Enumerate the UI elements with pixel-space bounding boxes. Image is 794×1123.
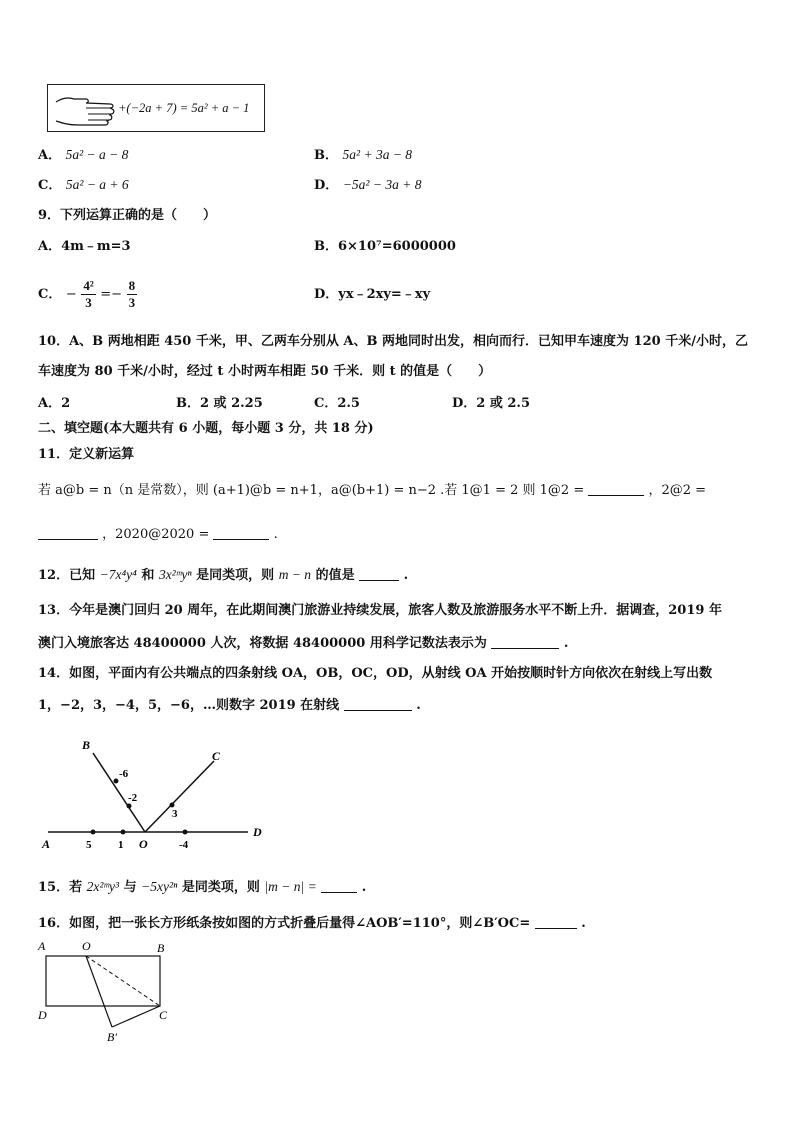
q10-option-c: C．2.5 (314, 396, 360, 411)
q8-formula: +(−2a + 7) = 5a² + a − 1 (118, 101, 250, 115)
q12-blank (359, 567, 399, 581)
q9-option-a: A．4m﹣m=3 (38, 239, 131, 254)
q9-stem: 9．下列运算正确的是（ ） (38, 208, 217, 223)
section-2-heading: 二、填空题(本大题共有 6 小题，每小题 3 分，共 18 分) (38, 421, 374, 436)
q12-term-1: −7x⁴y⁴ (99, 567, 137, 582)
q15-term-1: 2x²ᵐy³ (86, 879, 120, 894)
q13-blank (491, 635, 559, 649)
q12-line: 12．已知 −7x⁴y⁴ 和 3x²ᵐyⁿ 是同类项，则 m − n 的值是 . (38, 567, 409, 583)
ray-ob (93, 753, 145, 832)
label-b: B (82, 738, 91, 752)
q15-blank (321, 879, 357, 893)
q16-line: 16．如图，把一张长方形纸条按如图的方式折叠后量得∠AOB′=110°，则∠B′OC= . (38, 916, 586, 931)
q11-title: 11．定义新运算 (38, 447, 135, 462)
segment-b-prime-c (112, 1006, 160, 1027)
q12-term-2: 3x²ᵐyⁿ (158, 567, 192, 582)
q9-option-d: D．yx﹣2xy=﹣xy (314, 287, 431, 302)
q11-blank-1 (588, 482, 644, 496)
q9-c-fraction-2: $\frac{8}{3}$ (128, 278, 136, 310)
point-minus-2 (127, 804, 132, 809)
q9-option-c: C． − $\frac{\text{4²}}{3}$ =− $\frac{8}{3}$ (38, 278, 136, 310)
fold-line-oc (86, 956, 160, 1006)
point-1 (121, 830, 126, 835)
ray-oc (145, 761, 214, 832)
q13-line-1: 13．今年是澳门回归 20 周年，在此期间澳门旅游业持续发展，旅客人数及旅游服务水平不断上升．据调查，2019 年 (38, 603, 722, 618)
q11-blank-3 (213, 526, 269, 540)
q11-line-1: 若 a@b = n（n 是常数），则 (a+1)@b = n+1，a@(b+1) = n−2 .若 1@1 = 2 则 1@2 = ，2@2 = (38, 483, 707, 498)
label-d: D (38, 1008, 47, 1022)
label-c: C (159, 1008, 168, 1022)
label-1: 1 (118, 839, 124, 851)
q10-line-2: 车速度为 80 千米/小时，经过 t 小时两车相距 50 千米．则 t 的值是（ ） (38, 364, 492, 379)
label-b: B (157, 941, 165, 955)
label-minus-4: -4 (179, 839, 189, 851)
q10-option-a: A．2 (38, 396, 71, 411)
q8-option-b-expr: 5a² + 3a − 8 (342, 147, 413, 162)
q10-option-b: B．2 或 2.25 (176, 396, 263, 411)
q9-c-fraction-1: $\frac{\text{4²}}{3}$ (83, 278, 94, 310)
q15-term-2: −5xy²ⁿ (141, 879, 178, 894)
segment-ob-prime (86, 956, 112, 1027)
q11-blank-2 (38, 526, 98, 540)
q8-option-a: A． 5a² − a − 8 (38, 147, 129, 163)
label-minus-6: -6 (119, 768, 129, 780)
q8-formula-box (47, 84, 265, 132)
q14-line-1: 14．如图，平面内有公共端点的四条射线 OA，OB，OC，OD，从射线 OA 开始按顺时针方向依次在射线上写出数 (38, 666, 713, 681)
label-3: 3 (172, 808, 178, 820)
label-a: A (42, 837, 51, 851)
label-o: O (139, 837, 148, 851)
paper-strip (46, 956, 160, 1006)
q14-ray-figure (38, 735, 278, 855)
label-o: O (82, 939, 91, 953)
label-a: A (38, 939, 46, 953)
q8-option-d: D． −5a² − 3a + 8 (314, 177, 422, 193)
label-5: 5 (86, 839, 92, 851)
label-d: D (253, 825, 262, 839)
point-minus-4 (183, 830, 188, 835)
label-b-prime: B′ (107, 1030, 117, 1044)
q9-option-b: B．6×10⁷=6000000 (314, 239, 456, 254)
label-c: C (212, 749, 221, 763)
q10-line-1: 10．A、B 两地相距 450 千米，甲、乙两车分别从 A、B 两地同时出发，相向而行．已知甲车速度为 120 千米/小时，乙 (38, 334, 748, 349)
q8-option-c: C． 5a² − a + 6 (38, 177, 129, 193)
point-3 (170, 803, 175, 808)
q14-line-2: 1，−2，3，−4，5，−6，…则数字 2019 在射线 . (38, 698, 421, 713)
q8-option-d-expr: −5a² − 3a + 8 (342, 177, 422, 192)
hand-icon (54, 88, 116, 128)
q10-option-d: D．2 或 2.5 (452, 396, 530, 411)
q11-line-2: ，2020@2020 = . (38, 526, 278, 544)
q16-blank (535, 915, 577, 929)
point-minus-6 (114, 779, 119, 784)
point-5 (91, 830, 96, 835)
q16-fold-figure (34, 935, 184, 1045)
q14-blank (344, 697, 412, 711)
q8-option-b: B． 5a² + 3a − 8 (314, 147, 413, 163)
q15-line: 15．若 2x²ᵐy³ 与 −5xy²ⁿ 是同类项，则 |m − n| = . (38, 879, 367, 895)
label-minus-2: -2 (128, 792, 138, 804)
q8-option-c-expr: 5a² − a + 6 (65, 177, 129, 192)
q8-option-a-expr: 5a² − a − 8 (65, 147, 129, 162)
q13-line-2: 澳门入境旅客达 48400000 人次，将数据 48400000 用科学记数法表示为 . (38, 636, 569, 651)
